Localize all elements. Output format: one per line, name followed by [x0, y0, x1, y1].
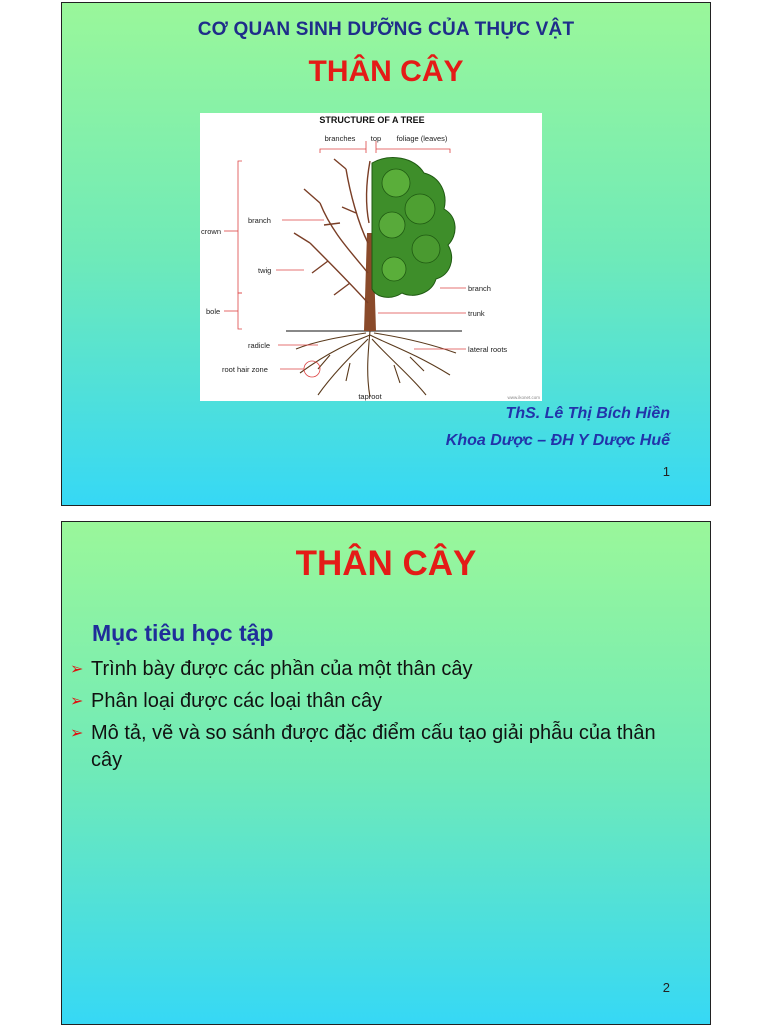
list-item: [70, 688, 690, 715]
figure-watermark: www.ikonet.com: [507, 395, 540, 400]
label-branch-right: branch: [468, 284, 491, 293]
page-number: 1: [662, 464, 670, 479]
label-root-hair-zone: root hair zone: [222, 365, 268, 374]
author-affiliation: Khoa Dược – ĐH Y Dược Huế: [445, 432, 670, 449]
label-trunk: trunk: [468, 309, 485, 318]
bole-bracket: [238, 293, 242, 329]
slide-1: [61, 2, 711, 506]
slide-subtitle: CƠ QUAN SINH DƯỠNG CỦA THỰC VẬT: [197, 19, 575, 40]
objective-text: Mô tả, vẽ và so sánh được đặc điểm cấu tạo giải phẫu của thân cây: [91, 722, 656, 771]
tree-diagram: [200, 113, 542, 401]
objective-text: Trình bày được các phần của một thân cây: [91, 658, 473, 680]
slide-title: THÂN CÂY: [308, 55, 464, 88]
label-taproot: taproot: [358, 392, 382, 401]
label-twig: twig: [258, 266, 272, 275]
label-crown: crown: [201, 227, 222, 236]
list-item: [70, 656, 690, 683]
objective-text: Phân loại được các loại thân cây: [91, 690, 383, 712]
label-branches: branches: [324, 134, 356, 143]
label-foliage: foliage (leaves): [396, 134, 448, 143]
label-bole: bole: [206, 307, 221, 316]
tree-structure-figure: [200, 113, 542, 401]
foliage: [372, 158, 455, 298]
label-top: top: [370, 134, 382, 143]
arrow-bullet-icon: ➢: [70, 693, 84, 710]
roots: [296, 331, 456, 397]
author-name: ThS. Lê Thị Bích Hiền: [505, 405, 670, 422]
bare-branches: [294, 159, 370, 303]
label-branch-left: branch: [248, 216, 271, 225]
label-lateral-roots: lateral roots: [468, 345, 508, 354]
arrow-bullet-icon: ➢: [70, 661, 84, 678]
left-label-lines: [276, 220, 324, 369]
objectives-heading: Mục tiêu học tập: [92, 620, 274, 646]
label-radicle: radicle: [248, 341, 271, 350]
list-item: [70, 720, 690, 774]
slide-2: [61, 521, 711, 1025]
objectives-list: [70, 656, 690, 779]
figure-heading: STRUCTURE OF A TREE: [319, 115, 425, 125]
crown-bracket: [238, 161, 242, 293]
slide-title: THÂN CÂY: [295, 544, 477, 583]
arrow-bullet-icon: ➢: [70, 725, 84, 742]
page-number: 2: [662, 980, 670, 995]
